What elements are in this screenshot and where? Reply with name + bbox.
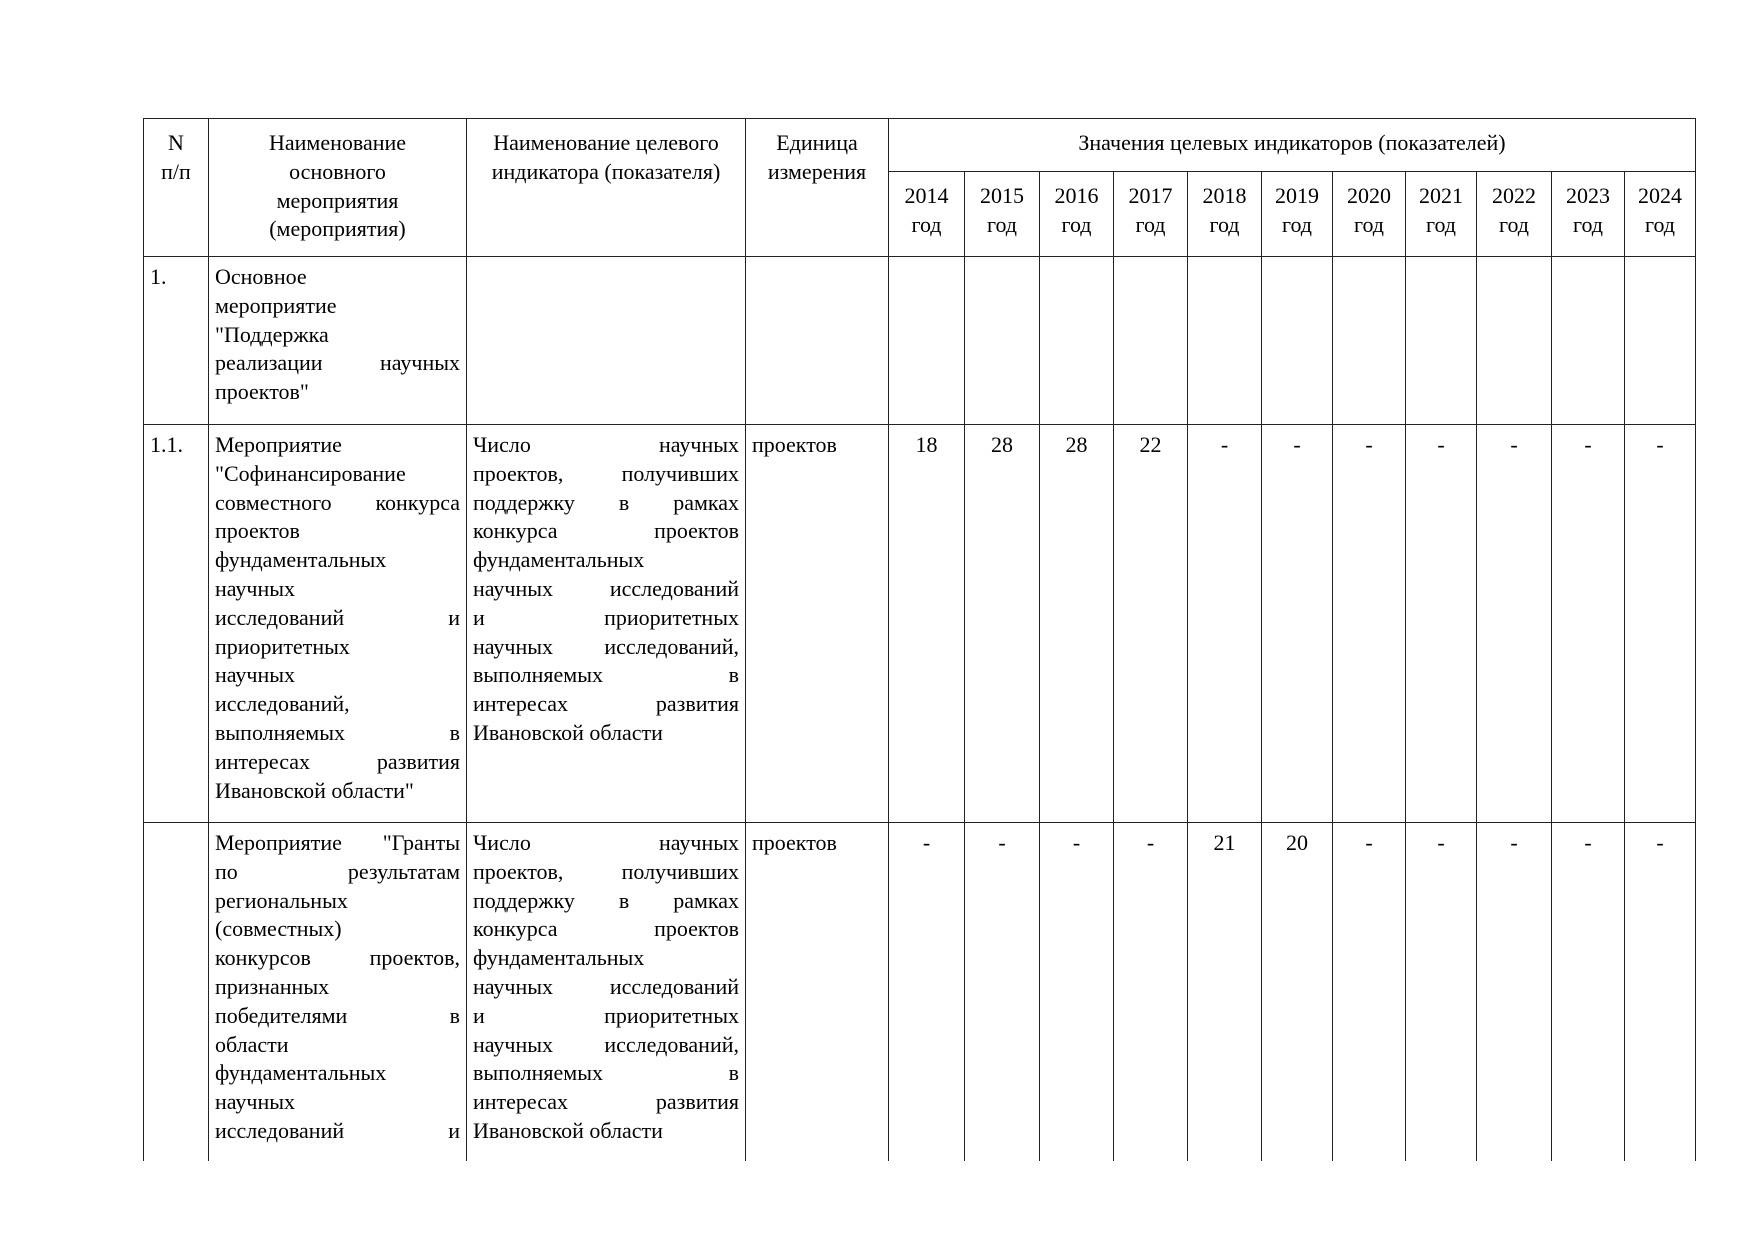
text-line: области [215, 1031, 289, 1057]
header-year [1477, 172, 1552, 257]
year-value-cell [1114, 257, 1188, 425]
text-line: Ивановской области [473, 719, 663, 745]
year-value-cell [1477, 257, 1552, 425]
year-value-cell [889, 257, 965, 425]
header-text-line: год [1353, 211, 1385, 237]
header-unit [746, 119, 889, 257]
header-text-line: 2024 [1638, 183, 1682, 208]
header-text-line: (мероприятия) [269, 216, 406, 242]
year-value-cell: - [1333, 425, 1406, 823]
text-line: выполняемых в [473, 662, 739, 688]
header-text-line: год [1135, 211, 1166, 237]
header-year [1333, 172, 1406, 257]
text-line: выполняемых в [473, 1060, 739, 1086]
header-text-line: год [1281, 211, 1313, 237]
event-name-cell [209, 425, 467, 823]
text-line: Основное [215, 264, 307, 289]
header-text-line: 2014 [904, 183, 949, 208]
text-line: (совместных) [215, 916, 342, 942]
text-line: интересах развития [473, 691, 739, 717]
header-text-line: 2018 [1202, 183, 1247, 208]
year-value-cell: - [1625, 425, 1696, 823]
year-value-cell: - [1333, 823, 1406, 1161]
year-value-cell: - [1406, 823, 1477, 1161]
event-name-cell [209, 823, 467, 1161]
unit-cell: проектов [746, 823, 889, 1161]
header-year [1552, 172, 1625, 257]
text-line: интересах развития [473, 1089, 739, 1115]
text-line: и приоритетных [473, 604, 739, 630]
text-line: и приоритетных [473, 1002, 739, 1028]
text-line: выполняемых в [215, 719, 460, 745]
text-line: совместного конкурса [215, 489, 460, 515]
header-text-line: год [1425, 211, 1457, 237]
year-value-cell: - [1625, 823, 1696, 1161]
text-line: научных исследований [473, 575, 739, 601]
header-year [1114, 172, 1188, 257]
row-number: 1. [144, 257, 209, 425]
text-line: Ивановской области" [215, 777, 414, 803]
text-line: Число научных [473, 432, 739, 457]
text-line: "Поддержка [215, 321, 329, 347]
header-row [144, 119, 1696, 172]
year-value-cell [1262, 257, 1333, 425]
year-value-cell [965, 257, 1040, 425]
header-text-line: 2016 [1054, 183, 1099, 208]
header-text-line: 2017 [1128, 183, 1173, 208]
text-line: исследований, [215, 691, 350, 717]
table-row [144, 823, 1696, 1161]
header-text-line: 2022 [1492, 183, 1536, 208]
table-row [144, 425, 1696, 823]
header-text-line: измерения [767, 158, 867, 184]
year-value-cell: 21 [1188, 823, 1262, 1161]
header-text-line: мероприятия [276, 187, 399, 213]
text-line: проектов" [215, 379, 309, 405]
header-year [1406, 172, 1477, 257]
header-text-line: основного [289, 158, 386, 184]
year-value-cell: 18 [889, 425, 965, 823]
text-line: научных исследований, [473, 633, 739, 659]
year-value-cell: - [1477, 823, 1552, 1161]
year-value-cell: - [1114, 823, 1188, 1161]
year-value-cell [1625, 257, 1696, 425]
header-year [1040, 172, 1114, 257]
header-text-line: год [1061, 211, 1092, 237]
header-text-line: 2015 [980, 183, 1024, 208]
indicator-name-cell [467, 823, 746, 1161]
text-line: мероприятие [215, 292, 337, 318]
text-line: "Софинансирование [215, 460, 406, 486]
text-line: интересах развития [215, 748, 460, 774]
header-text-line: год [1498, 211, 1530, 237]
unit-cell [746, 257, 889, 425]
header-year [1262, 172, 1333, 257]
text-line: победителями в [215, 1002, 460, 1028]
text-line: по результатам [215, 858, 460, 884]
header-text-line: год [1209, 211, 1240, 237]
text-line: научных исследований, [473, 1031, 739, 1057]
header-year [889, 172, 965, 257]
text-line: признанных [215, 973, 330, 999]
header-year [1188, 172, 1262, 257]
row-number [144, 823, 209, 1161]
header-text-line: 2019 [1275, 183, 1319, 208]
year-value-cell [1552, 257, 1625, 425]
text-line: исследований и [215, 604, 460, 630]
header-num [144, 119, 209, 257]
text-line: научных [215, 1089, 296, 1115]
year-value-cell [1333, 257, 1406, 425]
year-value-cell: 28 [1040, 425, 1114, 823]
header-text-line: индикатора (показателя) [491, 158, 721, 184]
header-indicator-name [467, 119, 746, 257]
header-text-line: год [1572, 211, 1604, 237]
year-value-cell: 20 [1262, 823, 1333, 1161]
header-text-line: N [168, 130, 184, 155]
header-text-line: год [1644, 211, 1676, 237]
year-value-cell: 28 [965, 425, 1040, 823]
indicator-name-cell [467, 425, 746, 823]
text-line: проектов, получивших [473, 858, 739, 884]
year-value-cell: - [1552, 425, 1625, 823]
text-line: Мероприятие [215, 432, 342, 457]
text-line: проектов, получивших [473, 460, 739, 486]
text-line: научных [215, 662, 296, 688]
text-line: фундаментальных [473, 945, 645, 971]
text-line: приоритетных [215, 633, 350, 659]
text-line: Мероприятие "Гранты [215, 830, 460, 855]
year-value-cell: - [889, 823, 965, 1161]
header-event-name [209, 119, 467, 257]
target-indicators-table [143, 118, 1696, 1161]
text-line: реализации научных [215, 350, 460, 376]
header-text-line: 2021 [1419, 183, 1463, 208]
year-value-cell: - [1262, 425, 1333, 823]
header-year [1625, 172, 1696, 257]
values-title: Значения целевых индикаторов (показателей) [1078, 130, 1506, 155]
header-text-line: Наименование [268, 130, 407, 155]
unit-cell: проектов [746, 425, 889, 823]
event-name-cell [209, 257, 467, 425]
text-line: фундаментальных [473, 547, 645, 573]
text-line: конкурсов проектов, [215, 945, 460, 971]
text-line: фундаментальных [215, 547, 387, 573]
text-line: конкурса проектов [473, 916, 739, 942]
year-value-cell: - [965, 823, 1040, 1161]
text-line: поддержку в рамках [473, 887, 739, 913]
year-value-cell: - [1552, 823, 1625, 1161]
year-value-cell [1040, 257, 1114, 425]
indicator-name-cell [467, 257, 746, 425]
year-value-cell: - [1040, 823, 1114, 1161]
year-value-cell: - [1188, 425, 1262, 823]
text-line: конкурса проектов [473, 518, 739, 544]
header-values-title [889, 119, 1696, 172]
year-value-cell: - [1477, 425, 1552, 823]
text-line: поддержку в рамках [473, 489, 739, 515]
year-value-cell [1188, 257, 1262, 425]
text-line: проектов [215, 518, 300, 544]
header-text-line: 2023 [1566, 183, 1610, 208]
table-row [144, 257, 1696, 425]
header-text-line: Единица [776, 130, 858, 155]
header-text-line: п/п [161, 158, 191, 184]
year-value-cell: 22 [1114, 425, 1188, 823]
text-line: научных исследований [473, 973, 739, 999]
text-line: региональных [215, 887, 348, 913]
header-text-line: 2020 [1347, 183, 1391, 208]
header-text-line: год [986, 211, 1018, 237]
text-line: научных [215, 575, 296, 601]
text-line: Ивановской области [473, 1117, 663, 1143]
text-line: исследований и [215, 1117, 460, 1143]
text-line: фундаментальных [215, 1060, 387, 1086]
header-year [965, 172, 1040, 257]
header-text-line: Наименование целевого [493, 130, 719, 155]
year-value-cell: - [1406, 425, 1477, 823]
text-line: Число научных [473, 830, 739, 855]
header-text-line: год [911, 211, 942, 237]
year-value-cell [1406, 257, 1477, 425]
row-number: 1.1. [144, 425, 209, 823]
